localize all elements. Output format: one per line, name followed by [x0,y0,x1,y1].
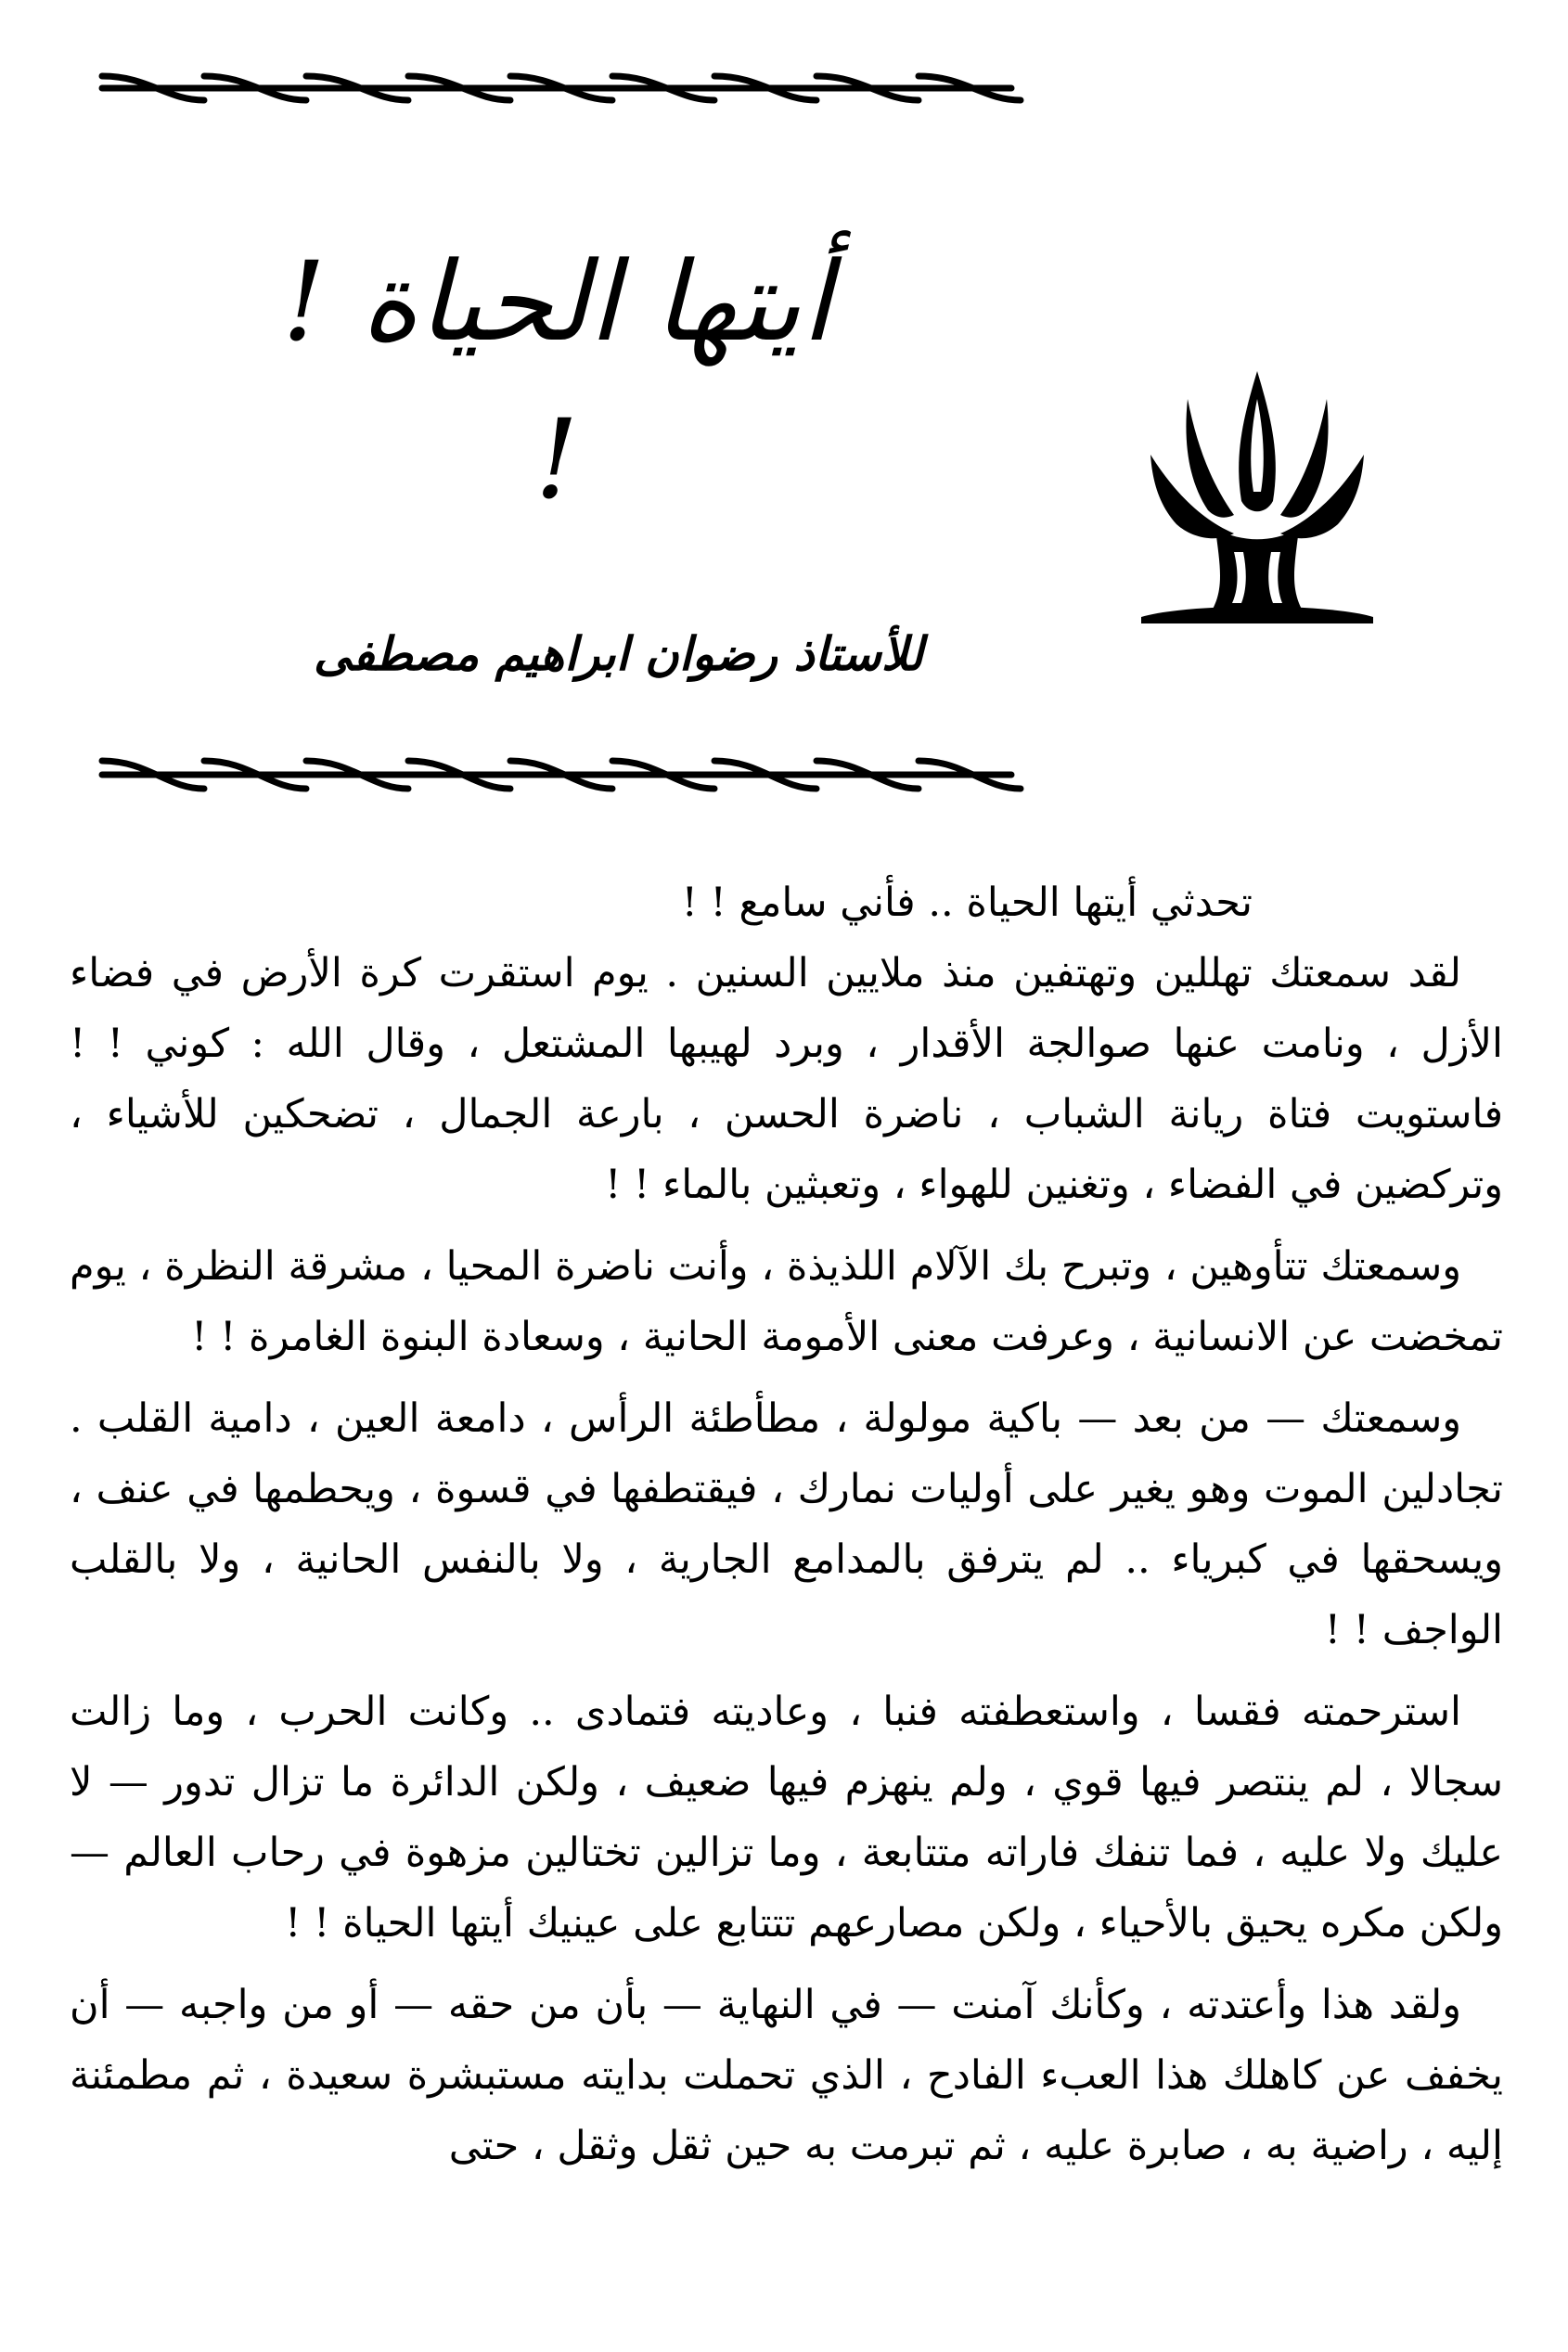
article-paragraph: تحدثي أيتها الحياة .. فأني سامع ! ! [681,880,1253,926]
article-paragraph: لقد سمعتك تهللين وتهتفين منذ ملايين السنين . يوم استقرت كرة الأرض في فضاء الأزل ، ونامت عنها صوالجة الأقدار ، وبرد لهيبها المشتعل ، وقال الله : كوني ! ! فاستويت فتاة ريانة الشباب ، ناضرة الحسن ، بارعة الجمال ، تضحكين للأشياء ، وتركضين في الفضاء ، وتغنين للهواء ، وتعبثين بالماء ! ! [70,950,1503,1208]
article-paragraph: ولقد هذا وأعتدته ، وكأنك آمنت — في النهاية — بأن من حقه — أو من واجبه — أن يخفف عن كاهلك هذا العبء الفادح ، الذي تحملت بدايته مستبشرة سعيدة ، ثم مطمئنة إليه ، راضية به ، صابرة عليه ، ثم تبرمت به حين ثقل وثقل ، حتى [70,1982,1503,2169]
decorative-rope-border-bottom [93,738,1030,812]
article-paragraph: وسمعتك تتأوهين ، وتبرح بك الآلام اللذيذة ، وأنت ناضرة المحيا ، مشرقة النظرة ، يوم تمخضت عن الانسانية ، وعرفت معنى الأمومة الحانية ، وسعادة البنوة الغامرة ! ! [70,1243,1503,1360]
article-paragraph: استرحمته فقسا ، واستعطفته فنبا ، وعاديته فتمادى .. وكانت الحرب ، وما زالت سجالا ، لم ينتصر فيها قوي ، ولم ينهزم فيها ضعيف ، ولكن الدائرة ما تزال تدور — لا عليك ولا عليه ، فما تنفك فاراته متتابعة ، وما تزالين تختالين مزهوة في رحاب العالم — ولكن مكره يحيق بالأحياء ، ولكن مصارعهم تتتابع على عينيك أيتها الحياة ! ! [70,1689,1503,1947]
flower-illustration [1132,353,1382,631]
article-title: أيتها الحياة ! ! [281,238,832,523]
article-byline: للأستاذ رضوان ابراهيم مصطفى [314,627,923,681]
decorative-rope-border-top [93,56,1030,121]
article-body [70,868,1503,2333]
article-paragraph: وسمعتك — من بعد — باكية مولولة ، مطأطئة الرأس ، دامعة العين ، دامية القلب . تجادلين الموت وهو يغير على أوليات نمارك ، فيقتطفها في قسوة ، ويحطمها في عنف ، ويسحقها في كبرياء .. لم يترفق بالمدامع الجارية ، ولا بالنفس الحانية ، ولا بالقلب الواجف ! ! [70,1395,1503,1653]
